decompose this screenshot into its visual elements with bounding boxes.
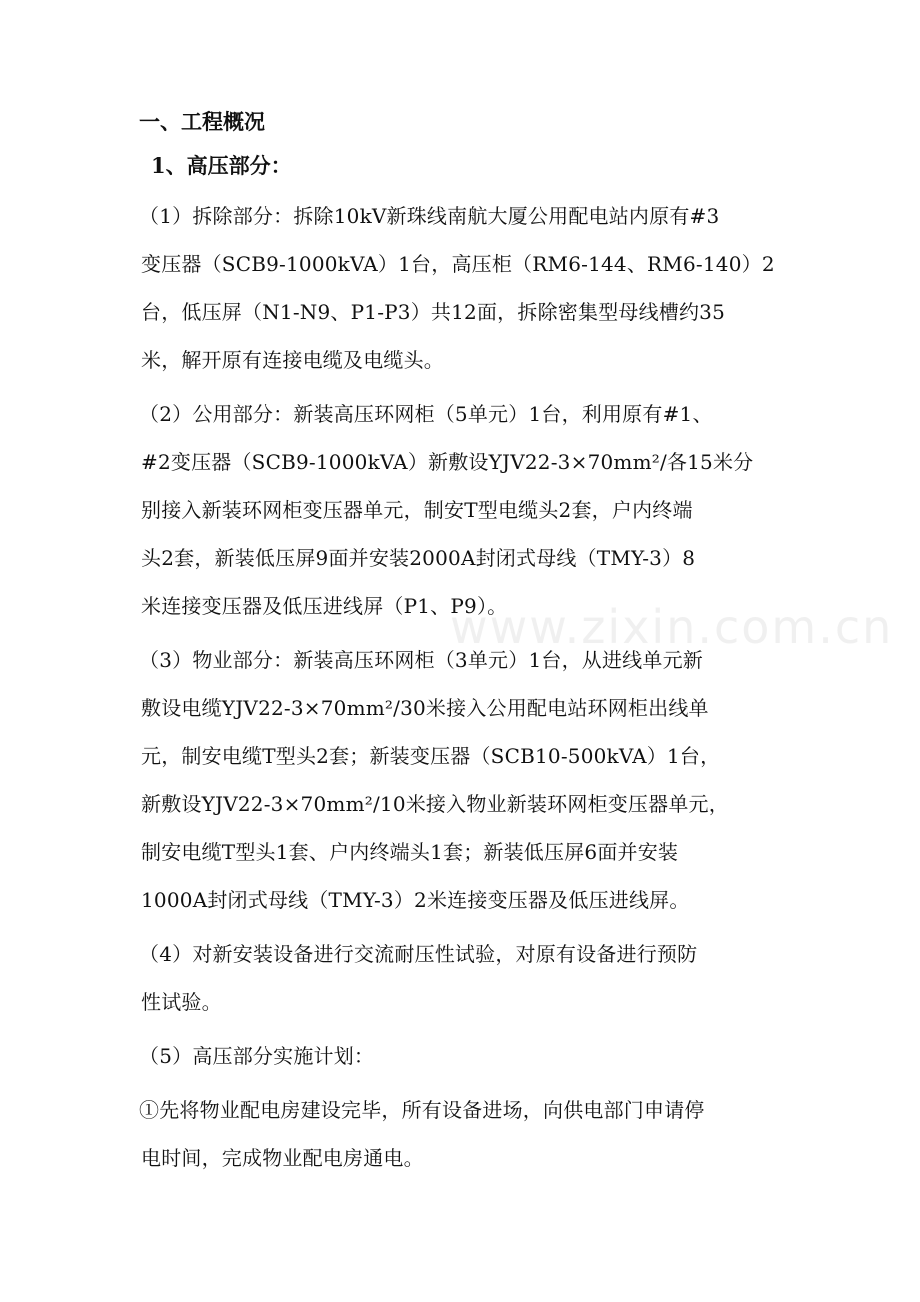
- paragraph-line: 米，解开原有连接电缆及电缆头。: [141, 348, 444, 372]
- paragraph-line: 电时间，完成物业配电房通电。: [141, 1146, 424, 1170]
- paragraph-property: [139, 636, 789, 924]
- paragraph-line: #2变压器（SCB9-1000kVA）新敷设YJV22-3×70mm²/各15米分: [141, 450, 754, 474]
- paragraph-line: （1）拆除部分：拆除10kV新珠线南航大厦公用配电站内原有#3: [139, 204, 720, 228]
- paragraph-line: （5）高压部分实施计划：: [139, 1044, 375, 1068]
- watermark: www.zixin.com.cn: [450, 600, 894, 654]
- paragraph-line: 敷设电缆YJV22-3×70mm²/30米接入公用配电站环网柜出线单: [141, 696, 709, 720]
- paragraph-line: （2）公用部分：新装高压环网柜（5单元）1台，利用原有#1、: [139, 402, 713, 426]
- paragraph-line: 台，低压屏（N1-N9、P1-P3）共12面，拆除密集型母线槽约35: [141, 300, 726, 324]
- paragraph-line: 米连接变压器及低压进线屏（P1、P9）。: [141, 594, 508, 618]
- paragraph-line: 1000A封闭式母线（TMY-3）2米连接变压器及低压进线屏。: [141, 888, 690, 912]
- paragraph-line: 别接入新装环网柜变压器单元，制安T型电缆头2套，户内终端: [141, 498, 693, 522]
- paragraph-line: （4）对新安装设备进行交流耐压性试验，对原有设备进行预防: [139, 942, 698, 966]
- paragraph-plan: [139, 1032, 789, 1080]
- document-body: [139, 100, 789, 1188]
- paragraph-line: ①先将物业配电房建设完毕，所有设备进场，向供电部门申请停: [139, 1098, 705, 1122]
- paragraph-line: 元，制安电缆T型头2套；新装变压器（SCB10-500kVA）1台，: [141, 744, 721, 768]
- paragraph-line: 制安电缆T型头1套、户内终端头1套；新装低压屏6面并安装: [141, 840, 679, 864]
- paragraph-line: （3）物业部分：新装高压环网柜（3单元）1台，从进线单元新: [139, 648, 703, 672]
- section-heading: 一、工程概况: [139, 109, 265, 134]
- paragraph-line: 新敷设YJV22-3×70mm²/10米接入物业新装环网柜变压器单元，: [141, 792, 729, 816]
- paragraph-line: 性试验。: [141, 990, 222, 1014]
- paragraph-public: [139, 390, 789, 630]
- paragraph-plan-step-1: [139, 1086, 789, 1182]
- paragraph-demolition: [139, 192, 789, 384]
- paragraph-testing: [139, 930, 789, 1026]
- paragraph-line: 变压器（SCB9-1000kVA）1台，高压柜（RM6-144、RM6-140）2: [141, 252, 775, 276]
- paragraph-line: 头2套，新装低压屏9面并安装2000A封闭式母线（TMY-3）8: [141, 546, 696, 570]
- subsection-heading: 1、高压部分：: [151, 153, 292, 178]
